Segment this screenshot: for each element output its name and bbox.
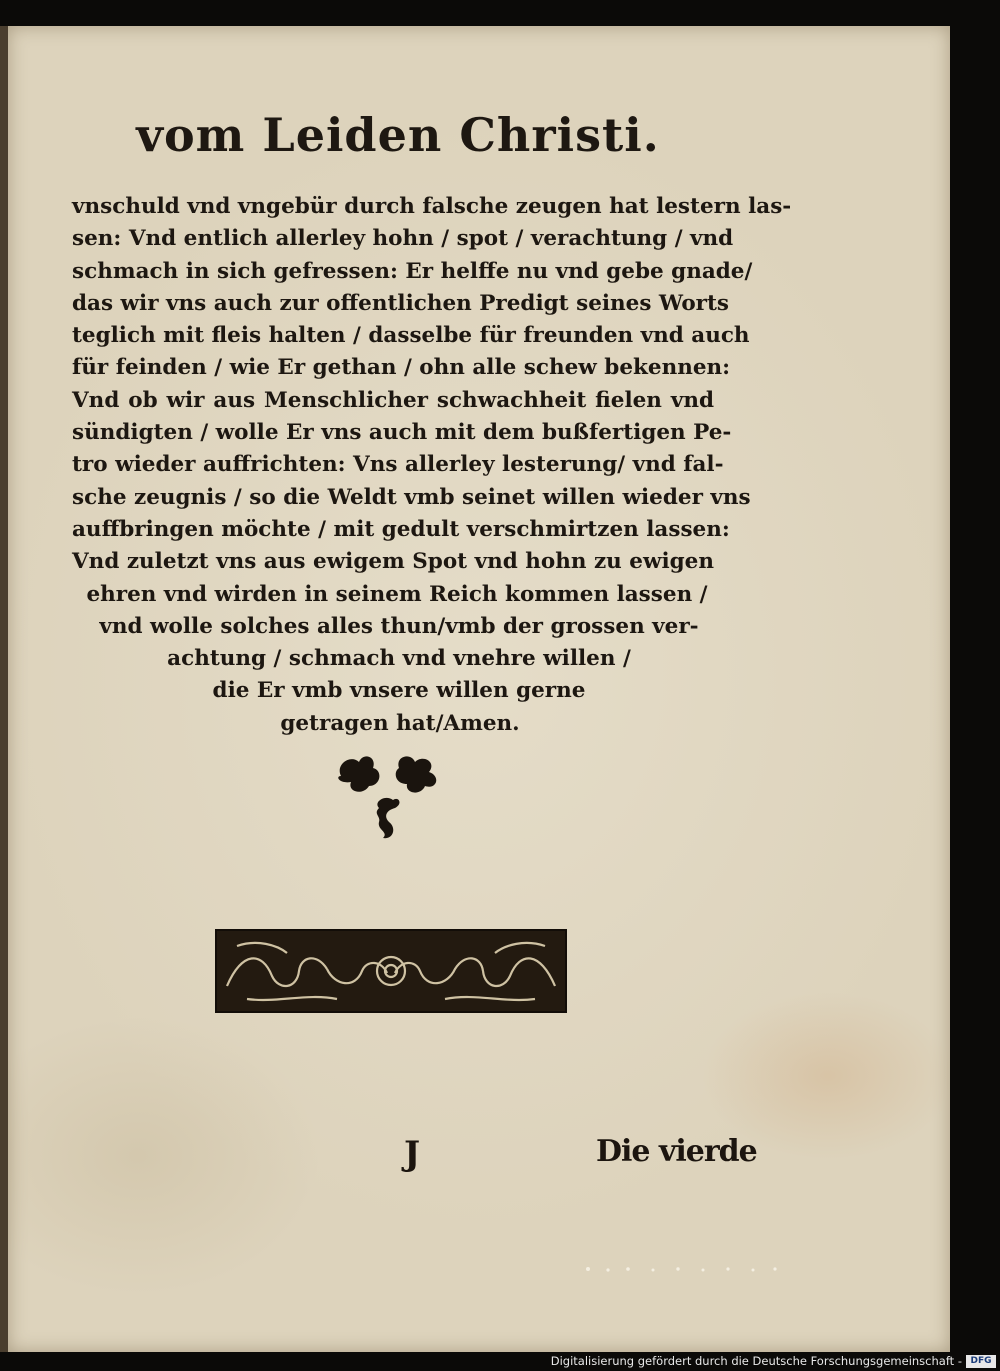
- color-calibration-mark: [2, 2, 30, 22]
- dfg-logo: DFG: [966, 1355, 996, 1368]
- text-line: teglich mit fleis halten / dasselbe für freunden vnd auch: [72, 323, 750, 349]
- decorative-vignette-icon: [215, 929, 567, 1013]
- catchword: Die vierde: [596, 1134, 757, 1169]
- text-line: achtung / schmach vnd vnehre willen /: [167, 646, 631, 672]
- text-line: sündigten / wolle Er vns auch mit dem bußfertigen Pe-: [72, 420, 732, 446]
- worm-holes: [583, 1264, 783, 1274]
- text-line: Vnd ob wir aus Menschlicher schwachheit fielen vnd: [72, 387, 714, 413]
- page-left-edge: [0, 26, 8, 1352]
- text-line: Vnd zuletzt vns aus ewigem Spot vnd hohn zu ewigen: [72, 549, 714, 575]
- text-line: die Er vmb vnsere willen gerne: [212, 678, 586, 704]
- body-text: [72, 191, 792, 740]
- text-line: auffbringen möchte / mit gedult verschmirtzen lassen:: [72, 516, 730, 542]
- text-line: für feinden / wie Er gethan / ohn alle schew bekennen:: [72, 355, 731, 381]
- text-line: ehren vnd wirden in seinem Reich kommen lassen /: [86, 581, 708, 607]
- text-line: sen: Vnd entlich allerley hohn / spot / verachtung / vnd: [72, 226, 734, 252]
- digitization-credit: Digitalisierung gefördert durch die Deutsche Forschungsgemeinschaft -: [550, 1354, 962, 1368]
- text-line: schmach in sich gefressen: Er helffe nu vnd gebe gnade/: [72, 258, 753, 284]
- book-page: [8, 26, 950, 1352]
- text-line: vnschuld vnd vngebür durch falsche zeugen hat lestern las-: [72, 194, 792, 219]
- signature-mark: J: [404, 1134, 421, 1174]
- text-line: das wir vns auch zur offentlichen Predigt seines Worts: [72, 290, 730, 316]
- text-line: tro wieder auffrichten: Vns allerley lesterung/ vnd fal-: [72, 452, 724, 478]
- text-line: getragen hat/Amen.: [280, 710, 520, 736]
- running-head: vom Leiden Christi.: [136, 108, 660, 162]
- fleuron-ornament-icon: [333, 746, 448, 856]
- text-line: vnd wolle solches alles thun/vmb der grossen ver-: [99, 613, 699, 639]
- text-line: sche zeugnis / so die Weldt vmb seinet willen wieder vns: [72, 484, 751, 510]
